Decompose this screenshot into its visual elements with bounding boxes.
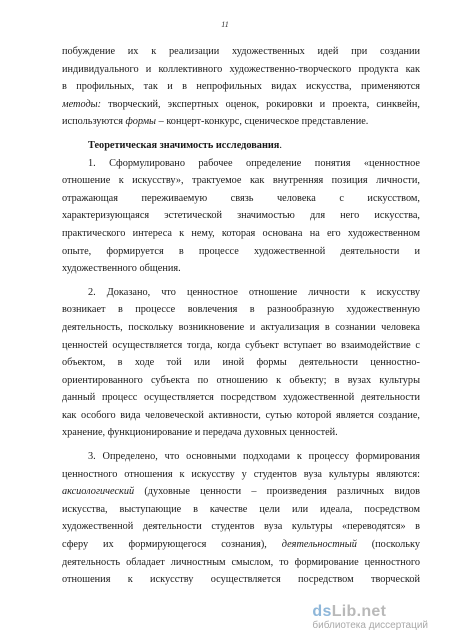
italic-text: методы:: [62, 98, 102, 110]
text-segment: 1. Сформулировано рабочее определение понятия «ценностное: [88, 157, 420, 169]
watermark-logo-ds: ds: [312, 603, 332, 620]
text-line: [62, 260, 420, 278]
text-segment: опыте, формируется в процессе художественной деятельности и: [62, 245, 420, 257]
text-line: [62, 155, 420, 173]
text-segment: отражающая переживаемую связь человека с искусством,: [62, 192, 420, 204]
text-segment: искусства, выступающие в качестве цели или идеала, посредством: [62, 503, 420, 515]
text-segment: 2. Доказано, что ценностное отношение личности к искусству: [88, 286, 420, 298]
text-segment: творческий, экспертных оценок, рокировки и проекта, синквейн,: [101, 98, 420, 110]
text-segment: художественного общения.: [62, 263, 181, 275]
italic-text: деятельностный: [281, 539, 357, 551]
text-segment: используются: [62, 116, 126, 128]
text-segment: побуждение их к реализации художественных идей при создании: [62, 46, 420, 57]
text-line: [62, 448, 420, 466]
text-line: [62, 137, 420, 155]
watermark-logo: [312, 603, 428, 621]
text-line: [62, 372, 420, 390]
text-line: [62, 96, 420, 114]
text-line: [62, 61, 420, 79]
text-line: [62, 483, 420, 501]
text-line: [62, 43, 420, 61]
text-segment: (духовные ценности – произведения различных видов: [134, 486, 420, 498]
page-number: 11: [221, 20, 229, 29]
text-line: [62, 190, 420, 208]
text-line: [62, 78, 420, 96]
text-segment: данный процесс осуществляется посредством художественной деятельности: [62, 392, 420, 404]
text-segment: характеризующаяся эстетической значимостью для него искусства,: [62, 210, 420, 222]
text-segment: сферу их формирующегося сознания),: [62, 539, 282, 551]
text-segment: хранение, функционирование и передача духовных ценностей.: [62, 427, 338, 439]
text-line: [62, 319, 420, 337]
text-line: [62, 172, 420, 190]
bold-text: Теоретическая значимость исследования: [88, 139, 280, 151]
text-line: [62, 554, 420, 572]
text-line: [62, 501, 420, 519]
text-segment: индивидуального и коллективного художественно-творческого продукта как: [62, 63, 420, 75]
text-segment: деятельность обладает личностным смыслом, то формирование ценностного: [62, 556, 420, 568]
text-segment: ориентированного субъекта по отношению к объекту; в вузах культуры: [62, 374, 420, 386]
text-segment: 3. Определено, что основными подходами к процессу формирования: [88, 451, 420, 463]
text-line: [62, 389, 420, 407]
watermark-subtitle: библиотека диссертаций: [312, 620, 428, 631]
italic-text: аксиологический: [62, 486, 135, 498]
italic-text: формы: [125, 116, 157, 128]
text-segment: (поскольку: [356, 539, 420, 551]
text-segment: .: [279, 139, 282, 151]
text-line: [62, 225, 420, 243]
text-line: [62, 536, 420, 554]
text-line: [62, 243, 420, 261]
text-segment: возникает в процессе вовлечения в разнообразную художественную: [62, 304, 420, 316]
text-line: [62, 284, 420, 302]
text-segment: ценностей осуществляется тогда, когда субъект вступает во взаимодействие с: [62, 339, 420, 351]
text-segment: – концерт-конкурс, сценическое представление.: [156, 116, 369, 128]
text-segment: в профильных, так и в непрофильных видах искусства, применяются: [62, 81, 420, 93]
text-segment: практического интереса к нему, которая основана на его художественном: [62, 227, 420, 239]
text-line: [62, 337, 420, 355]
text-line: [62, 407, 420, 425]
text-segment: как особого вида человеческой активности, сутью которой является создание,: [62, 409, 420, 421]
text-line: [62, 301, 420, 319]
watermark-logo-lib: Lib.net: [331, 603, 387, 620]
text-segment: отношения к искусству осуществляется посредством творческой: [62, 574, 420, 586]
text-segment: художественной деятельности студентов вуза культуры «переводятся» в: [62, 521, 420, 533]
text-line: [62, 424, 420, 442]
text-segment: отношение к искусству», трактуемое как внутренняя позиция личности,: [62, 175, 420, 187]
text-line: [62, 518, 420, 536]
text-line: [62, 354, 420, 372]
dslib-watermark: [312, 603, 428, 631]
document-body: [62, 43, 420, 589]
text-segment: деятельность, поскольку возникновение и актуализация в сознании человека: [62, 321, 420, 333]
text-segment: ценностного отношения к искусству у студентов вуза культуры являются:: [62, 468, 420, 480]
text-line: [62, 207, 420, 225]
text-line: [62, 571, 420, 589]
text-line: [62, 113, 420, 131]
text-line: [62, 466, 420, 484]
text-segment: объектом, в ходе той или иной формы деятельности ценностно-: [62, 357, 420, 369]
